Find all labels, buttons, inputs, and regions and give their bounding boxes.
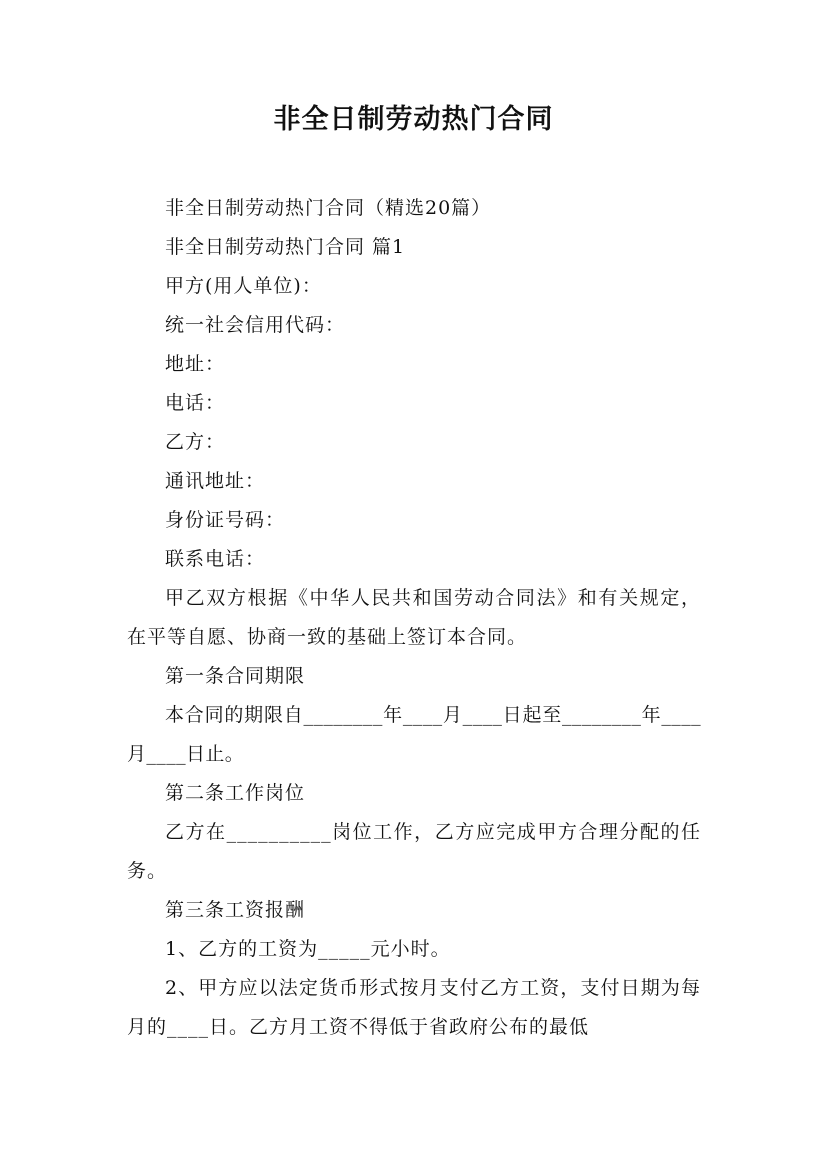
paragraph-contact-phone: 联系电话： (165, 548, 266, 570)
paragraph-address: 地址： (165, 353, 226, 375)
paragraph-article-3-item-2: 2、甲方应以法定货币形式按月支付乙方工资，支付日期为每月的____日。乙方月工资不得低于省政府公布的最低 (127, 977, 701, 1038)
paragraph-section-heading: 非全日制劳动热门合同 篇1 (165, 236, 406, 258)
paragraph-phone: 电话： (165, 392, 226, 414)
document-body (127, 189, 701, 1047)
paragraph-mailing-address: 通讯地址： (165, 470, 266, 492)
document-title: 非全日制劳动热门合同 (273, 104, 554, 135)
paragraph-preamble: 甲乙双方根据《中华人民共和国劳动合同法》和有关规定，在平等自愿、协商一致的基础上签订本合同。 (127, 587, 701, 648)
paragraph-article-1-body: 本合同的期限自________年____月____日起至________年____月____日止。 (127, 704, 701, 765)
paragraph-article-2-body: 乙方在__________岗位工作，乙方应完成甲方合理分配的任务。 (127, 821, 701, 882)
paragraph-subtitle: 非全日制劳动热门合同（精选20篇） (165, 197, 492, 219)
paragraph-party-a: 甲方(用人单位)： (165, 275, 322, 297)
paragraph-party-b: 乙方： (165, 431, 226, 453)
paragraph-article-3-title: 第三条工资报酬 (165, 899, 306, 921)
paragraph-article-3-item-1: 1、乙方的工资为_____元小时。 (165, 938, 451, 960)
paragraph-id-number: 身份证号码： (165, 509, 286, 531)
paragraph-article-2-title: 第二条工作岗位 (165, 782, 306, 804)
paragraph-article-1-title: 第一条合同期限 (165, 665, 306, 687)
paragraph-credit-code: 统一社会信用代码： (165, 314, 346, 336)
